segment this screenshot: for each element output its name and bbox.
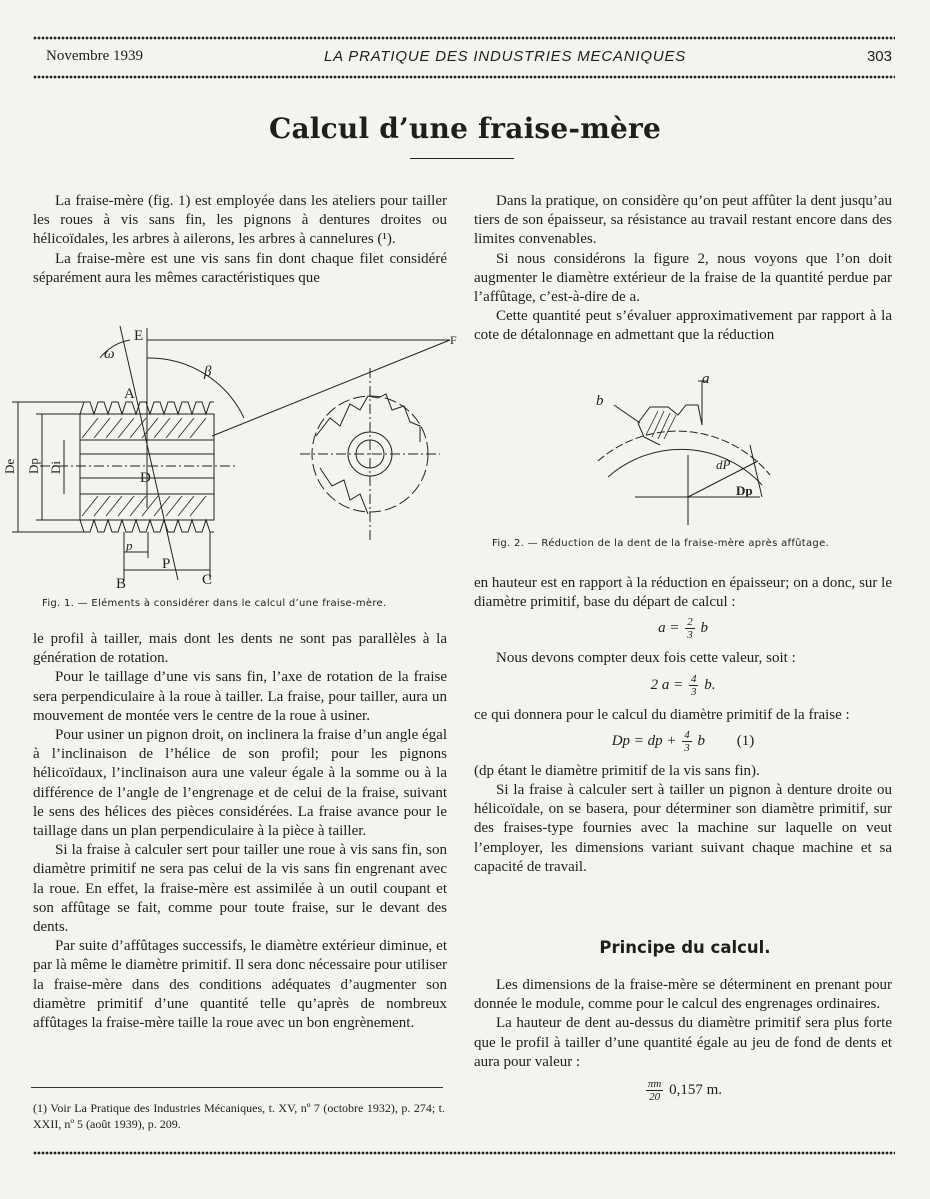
denominator: 3 bbox=[687, 629, 693, 642]
paragraph: La hauteur de dent au-dessus du diamètre primitif sera plus forte que le profil à tailler d’une quantité égale au jeu de fond de dents et aura pour valeur : bbox=[474, 1015, 892, 1070]
right-column-section bbox=[474, 976, 892, 1111]
numerator: 4 bbox=[690, 672, 697, 685]
fig2-label-a: a bbox=[702, 371, 710, 387]
fig2-label-b: b bbox=[596, 393, 604, 409]
title-underline bbox=[410, 158, 514, 159]
equation-2-lhs: 2 a = bbox=[650, 676, 684, 693]
top-dotted-rule bbox=[33, 35, 895, 41]
footnote-rule bbox=[31, 1087, 443, 1088]
fig1-label-p: p bbox=[126, 538, 133, 553]
equation-2 bbox=[474, 673, 892, 698]
equation-3-number: (1) bbox=[736, 732, 755, 749]
fig1-label-D: D bbox=[140, 470, 151, 486]
article-title: Calcul d’une fraise-mère bbox=[268, 112, 662, 145]
paragraph: Dans la pratique, on considère qu’on peut affûter la dent jusqu’au tiers de son épaisseur, sa résistance au travail restant encore dans des limites convenables. bbox=[474, 193, 892, 248]
right-column-body bbox=[474, 574, 892, 877]
section-heading: Principe du calcul. bbox=[599, 938, 771, 957]
equation-3-lhs: Dp = dp + bbox=[611, 732, 677, 749]
fig1-label-C: C bbox=[202, 572, 213, 588]
paragraph: La fraise-mère est une vis sans fin dont chaque filet considéré séparément aura les mêmes caractéristiques que bbox=[33, 250, 447, 286]
paragraph: Par suite d’affûtages successifs, le diamètre extérieur diminue, et par là même le diamètre primitif. Il sera donc nécessaire pour utiliser la fraise-mère dans des conditions adéquates d’augmenter son diamètre primitif d’une quantité telle qu’après de nombreux affûtages la fraise-mère taille la roue avec un bon engrènement. bbox=[33, 938, 448, 1032]
paragraph: en hauteur est en rapport à la réduction en épaisseur; on a donc, sur le diamètre primitif, base du départ de calcul : bbox=[474, 575, 892, 611]
fig1-label-De: De bbox=[2, 458, 17, 474]
fig1-label-F: F bbox=[450, 333, 457, 347]
issue-date: Novembre 1939 bbox=[46, 47, 144, 64]
numerator: 4 bbox=[684, 728, 690, 741]
denominator: 3 bbox=[690, 685, 697, 698]
bottom-dotted-rule bbox=[33, 1150, 895, 1156]
fig1-label-E: E bbox=[134, 328, 144, 344]
fig2-label-dp: dP bbox=[716, 457, 731, 472]
paragraph: Pour le taillage d’une vis sans fin, l’axe de rotation de la fraise sera perpendiculaire à la roue à tailler. La fraise, pour tailler, aura un mouvement de montée vers le centre de la roue à usiner. bbox=[33, 669, 447, 724]
equation-3-variable: b bbox=[697, 732, 706, 749]
equation-3 bbox=[474, 729, 892, 754]
equation-4-rhs: 0,157 m. bbox=[669, 1081, 723, 1098]
page-number: 303 bbox=[866, 47, 892, 65]
paragraph: Si la fraise à calculer sert pour tailler une roue à vis sans fin, son diamètre primitif ne sera pas celui de la vis sans fin engrenant avec la roue. En effet, la fraise-mère est assimilée à un outil coupant et son affûtage se fait, comme pour toute fraise, sur le devant des dents. bbox=[33, 842, 447, 936]
equation-4 bbox=[474, 1078, 892, 1103]
paragraph: Si la fraise à calculer sert à tailler un pignon à denture droite ou hélicoïdale, on se basera, pour déterminer son diamètre primitif, sur des fraises-type fournies avec la machine sur laquelle on veut l’employer, les dimensions variant suivant chaque machine et sa capacité de travail. bbox=[474, 782, 892, 875]
fig2-label-Dp: Dp bbox=[736, 483, 753, 498]
paragraph: (dp étant le diamètre primitif de la vis sans fin). bbox=[474, 762, 760, 779]
paragraph: Pour usiner un pignon droit, on inclinera la fraise d’un angle égal à l’inclinaison de l’hélice de son profil; pour les pignons hélicoïdaux, l’inclinaison aura une valeur égale à la somme ou à la différence de l’angle de l’engrenage et de celui de la fraise, suivant le sens des hélices des pièces considérées. La fraise avance pour le taillage dans un plan perpendiculaire à la pièce à tailler. bbox=[33, 727, 447, 840]
fig1-label-Dp: Dp bbox=[26, 458, 41, 474]
paragraph: Les dimensions de la fraise-mère se déterminent en prenant pour donnée le module, comme pour le calcul des engrenages ordinaires. bbox=[474, 977, 892, 1013]
fraction bbox=[685, 616, 695, 641]
running-header bbox=[46, 44, 892, 68]
numerator: πm bbox=[647, 1078, 662, 1091]
right-column-intro bbox=[474, 192, 892, 346]
fraction bbox=[689, 673, 699, 698]
equation-1 bbox=[474, 616, 892, 641]
paragraph: La fraise-mère (fig. 1) est employée dans les ateliers pour tailler les roues à vis sans fin, les pignons à dentures droites ou hélicoïdales, les arbres à ailerons, les arbres à cannelures (¹). bbox=[33, 193, 447, 248]
equation-1-variable: b bbox=[700, 620, 708, 637]
figure-2-tooth-reduction-diagram bbox=[580, 365, 800, 535]
figure-2-caption: Fig. 2. — Réduction de la dent de la fraise-mère après affûtage. bbox=[492, 538, 830, 549]
paragraph: Si nous considérons la figure 2, nous voyons que l’on doit augmenter le diamètre extérieur de la fraise de la quantité perdue par l’affûtage, c’est-à-dire de a. bbox=[474, 250, 892, 306]
numerator: 2 bbox=[687, 616, 693, 629]
fig1-label-Di: Di bbox=[48, 461, 63, 474]
figure-1-caption: Fig. 1. — Eléments à considérer dans le calcul d’une fraise-mère. bbox=[42, 598, 387, 609]
left-column-intro bbox=[33, 192, 447, 288]
denominator: 3 bbox=[684, 741, 690, 754]
fig1-label-omega: ω bbox=[104, 346, 115, 362]
equation-1-lhs: a = bbox=[658, 620, 680, 637]
equation-2-variable: b. bbox=[704, 676, 716, 693]
paragraph: ce qui donnera pour le calcul du diamètre primitif de la fraise : bbox=[474, 706, 850, 723]
paragraph: le profil à tailler, mais dont les dents ne sont pas parallèles à la génération de rotation. bbox=[33, 631, 447, 667]
left-column-body bbox=[33, 630, 447, 1033]
denominator: 20 bbox=[649, 1091, 661, 1104]
fig1-label-B: B bbox=[116, 576, 127, 592]
journal-name: LA PRATIQUE DES INDUSTRIES MECANIQUES bbox=[323, 47, 687, 65]
fraction bbox=[646, 1078, 663, 1103]
fig1-label-P: P bbox=[162, 556, 171, 572]
paragraph: Cette quantité peut s’évaluer approximativement par rapport à la cote de détalonnage en admettant que la réduction bbox=[474, 308, 892, 344]
paragraph: Nous devons compter deux fois cette valeur, soit : bbox=[496, 650, 796, 667]
fig1-label-A: A bbox=[124, 386, 135, 402]
fraction bbox=[682, 729, 692, 754]
figure-1-hob-diagram bbox=[0, 318, 465, 600]
footnote: (1) Voir La Pratique des Industries Mécaniques, t. XV, nº 7 (octobre 1932), p. 274; t. XXII, nº 5 (août 1939), p. 209. bbox=[33, 1101, 445, 1131]
fig1-label-beta: β bbox=[204, 364, 212, 380]
header-bottom-dotted-rule bbox=[33, 74, 895, 80]
